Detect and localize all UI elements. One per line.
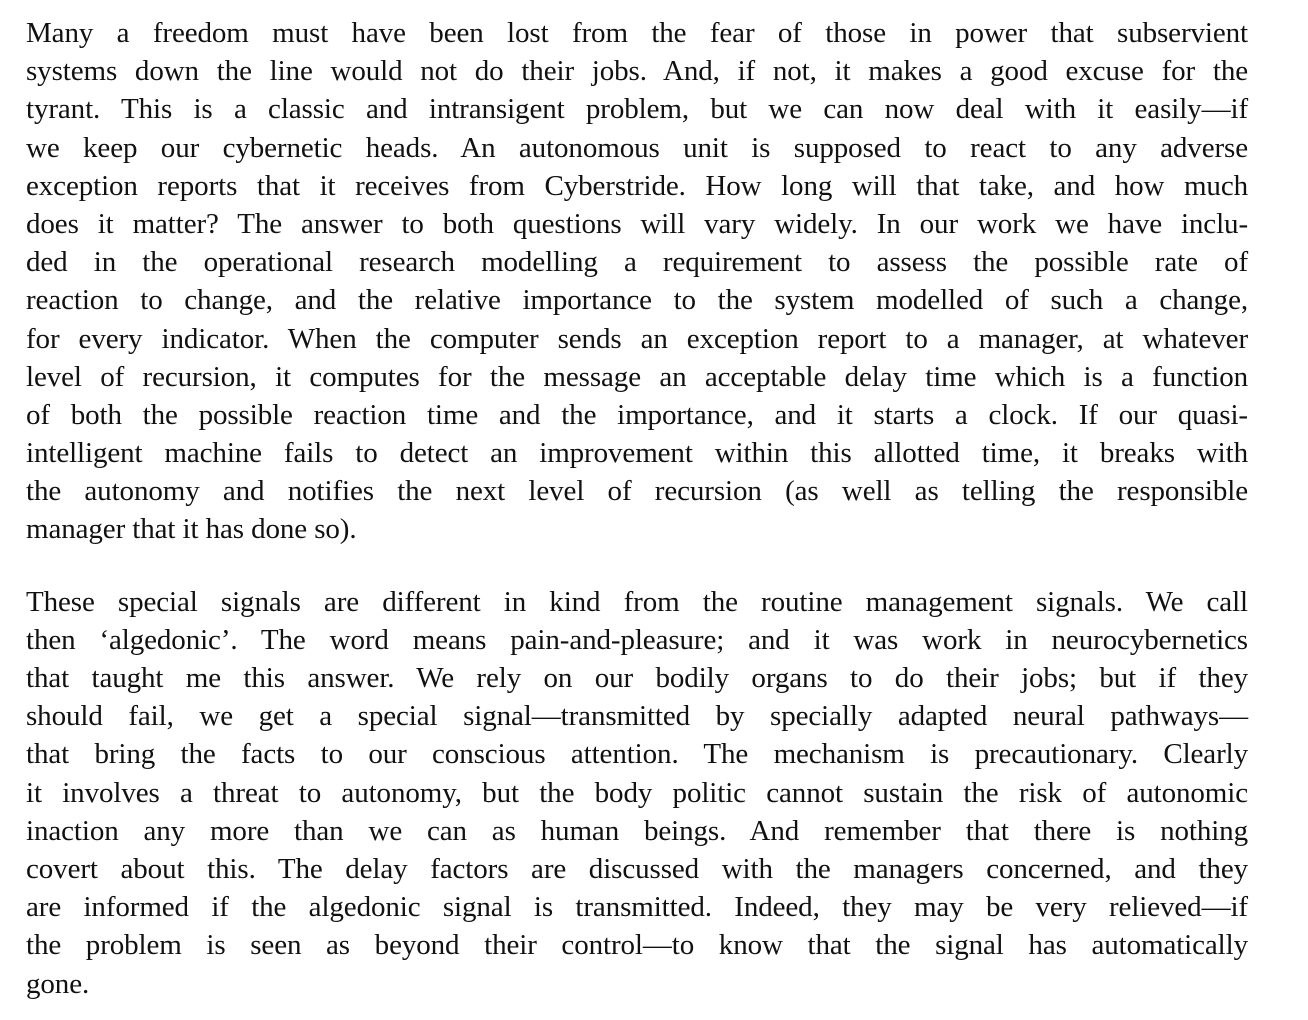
text-line: manager that it has done so). bbox=[26, 513, 357, 546]
text-line: Many a freedom must have been lost from the fear of those in power that subservient bbox=[26, 17, 1248, 49]
text-line: does it matter? The answer to both questions will vary widely. In our work we have inclu- bbox=[26, 207, 1248, 240]
text-line: reaction to change, and the relative importance to the system modelled of such a change, bbox=[26, 284, 1248, 317]
text-line: tyrant. This is a classic and intransigent problem, but we can now deal with it easily—if bbox=[26, 93, 1248, 126]
document-page bbox=[26, 14, 1248, 1003]
text-line: should fail, we get a special signal—transmitted by specially adapted neural pathways— bbox=[26, 700, 1248, 733]
text-line: ded in the operational research modelling a requirement to assess the possible rate of bbox=[26, 246, 1248, 279]
text-line: it involves a threat to autonomy, but the body politic cannot sustain the risk of autonomic bbox=[26, 776, 1248, 809]
text-line: the autonomy and notifies the next level of recursion (as well as telling the responsible bbox=[26, 475, 1248, 508]
text-line: that taught me this answer. We rely on our bodily organs to do their jobs; but if they bbox=[26, 662, 1248, 694]
text-line: that bring the facts to our conscious attention. The mechanism is precautionary. Clearly bbox=[26, 738, 1248, 771]
text-line: These special signals are different in kind from the routine management signals. We call bbox=[26, 585, 1248, 618]
text-line: systems down the line would not do their jobs. And, if not, it makes a good excuse for the bbox=[26, 55, 1248, 88]
paragraph-2 bbox=[26, 583, 1248, 1003]
text-line: of both the possible reaction time and the importance, and it starts a clock. If our quasi- bbox=[26, 398, 1248, 431]
text-line: inaction any more than we can as human beings. And remember that there is nothing bbox=[26, 814, 1248, 847]
text-line: the problem is seen as beyond their control—to know that the signal has automatically bbox=[26, 929, 1248, 962]
text-line: exception reports that it receives from Cyberstride. How long will that take, and how much bbox=[26, 169, 1248, 202]
text-line: are informed if the algedonic signal is transmitted. Indeed, they may be very relieved—if bbox=[26, 891, 1248, 924]
text-line: level of recursion, it computes for the message an acceptable delay time which is a function bbox=[26, 360, 1248, 393]
paragraph-1 bbox=[26, 14, 1248, 549]
paragraph-spacer bbox=[26, 549, 1248, 583]
text-line: then ‘algedonic’. The word means pain-and-pleasure; and it was work in neurocybernetics bbox=[26, 623, 1248, 656]
text-line: for every indicator. When the computer sends an exception report to a manager, at whatever bbox=[26, 322, 1248, 355]
text-line: gone. bbox=[26, 967, 90, 1000]
text-line: we keep our cybernetic heads. An autonomous unit is supposed to react to any adverse bbox=[26, 131, 1248, 164]
text-line: intelligent machine fails to detect an improvement within this allotted time, it breaks with bbox=[26, 437, 1248, 470]
text-line: covert about this. The delay factors are discussed with the managers concerned, and they bbox=[26, 852, 1248, 885]
